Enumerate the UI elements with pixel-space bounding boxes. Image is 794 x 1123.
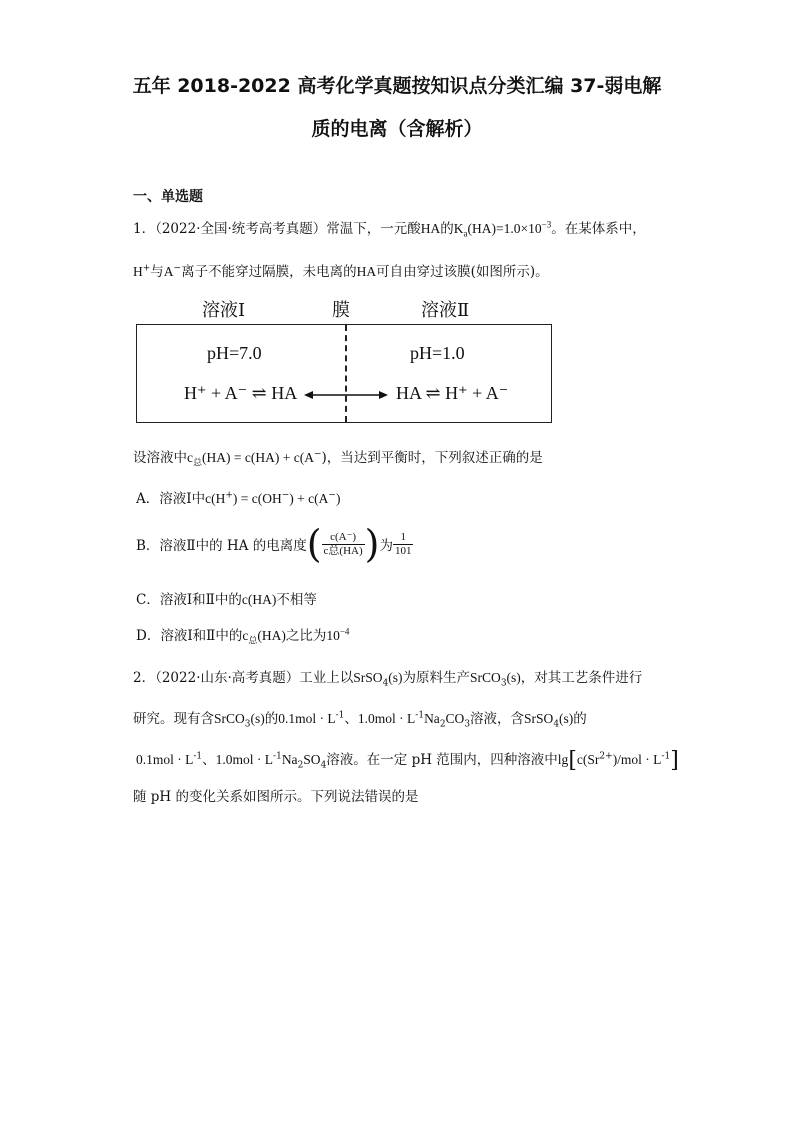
q2-stem-line3: $0.1mol \cdot L^{-1}$、$1.0mol \cdot L^{-1}Na_2SO_4$溶液。在一定 pH 范围内，四种溶液中$\lg[c(Sr^{2+})$/mol · $L^{-1}$] bbox=[136, 748, 679, 773]
diagram-ph-right: pH=1.0 bbox=[410, 343, 465, 363]
q1-assumption: 设溶液中$c_总(HA) = c(HA) + c(A^-)$，当达到平衡时，下列叙述正确的是 bbox=[133, 449, 543, 468]
q1-stem-line1: 1．（2022·全国·统考高考真题）常温下，一元酸HA的$K_a(HA)=1.0\times 10^{-3}$。在某体系中， bbox=[133, 219, 646, 239]
diagram-label-solution-1: 溶液Ⅰ bbox=[202, 300, 246, 321]
q2-stem-line4: 随 pH 的变化关系如图所示。下列说法错误的是 bbox=[133, 789, 419, 805]
q2-stem-line1: 2．（2022·山东·高考真题）工业上以SrSO$_4$(s)为原料生产SrCO$_3$(s)，对其工艺条件进行 bbox=[133, 670, 643, 689]
diagram-ph-left: pH=7.0 bbox=[207, 343, 262, 363]
q1-option-b: B．溶液Ⅱ中的 HA 的电离度( $\frac{c(A^-)}{\text{c总(HA)}}$ )为 $\frac{1}{101}$ bbox=[136, 522, 412, 566]
doc-title-line2: 质的电离（含解析） bbox=[311, 118, 483, 140]
q1-option-c: C．溶液Ⅰ和Ⅱ中的c(HA)不相等 bbox=[136, 592, 317, 608]
membrane-dashed-line bbox=[345, 325, 347, 422]
q1-option-a: A．溶液Ⅰ中c(H+) = c(OH−) + c(A−) bbox=[136, 490, 341, 507]
section-heading: 一、单选题 bbox=[133, 189, 203, 205]
diagram-label-solution-2: 溶液Ⅱ bbox=[421, 300, 470, 321]
diagram-label-membrane: 膜 bbox=[332, 300, 350, 321]
q1-stem-line2: H+与A−离子不能穿过隔膜，未电离的HA可自由穿过该膜(如图所示)。 bbox=[133, 263, 549, 280]
q2-stem-line2: 研究。现有含SrCO$_3$(s)的$0.1mol \cdot L^{-1}$、$1.0mol \cdot L^{-1}Na_2CO_3$溶液，含SrSO$_4$(s)的 bbox=[133, 710, 587, 730]
q1-option-d: D．溶液Ⅰ和Ⅱ中的$c_总(HA)$之比为$10^{-4}$ bbox=[136, 626, 350, 646]
double-arrow-icon bbox=[304, 387, 388, 403]
value-fraction: $\frac{1}{101}$ bbox=[394, 530, 412, 557]
diagram-equilibrium-left: H⁺ + A⁻ ⇌ HA bbox=[184, 383, 298, 403]
doc-title-line1: 五年 2018-2022 高考化学真题按知识点分类汇编 37-弱电解 bbox=[132, 75, 662, 97]
ionization-degree-fraction: $\frac{c(A^-)}{\text{c总(HA)}}$ bbox=[323, 530, 363, 557]
diagram-equilibrium-right: HA ⇌ H⁺ + A⁻ bbox=[396, 383, 509, 403]
membrane-diagram-box bbox=[136, 324, 552, 423]
